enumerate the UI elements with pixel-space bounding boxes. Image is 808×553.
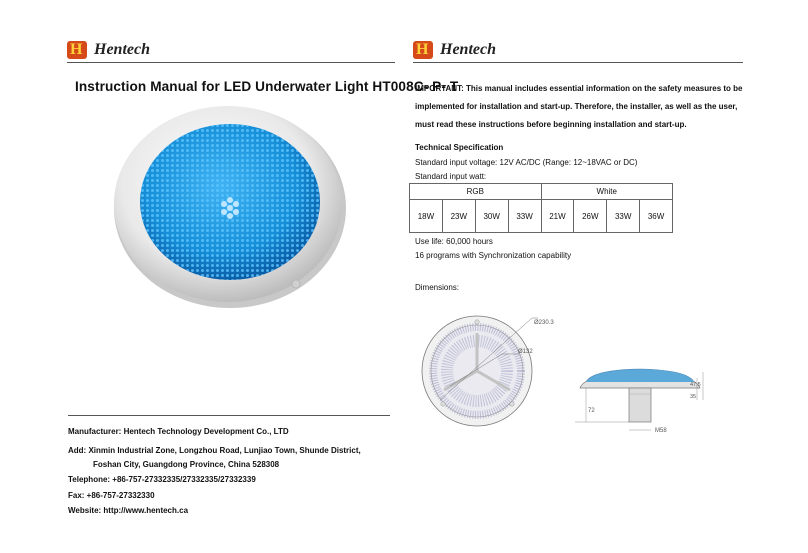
logo-text: Hentech: [440, 41, 496, 58]
input-watt-label: Standard input watt:: [415, 172, 487, 181]
address-line2: Foshan City, Guangdong Province, China 528308: [93, 460, 280, 469]
dimensions-label: Dimensions:: [415, 283, 460, 292]
header-divider-right: [413, 62, 743, 63]
manufacturer: Manufacturer: Hentech Technology Development Co., LTD: [68, 427, 289, 436]
table-cell: 33W: [607, 200, 640, 233]
table-cell: 23W: [442, 200, 475, 233]
table-cell: 33W: [508, 200, 541, 233]
inner-diameter-label: Ø132: [518, 349, 533, 355]
hentech-logo-icon: H: [67, 40, 91, 60]
height-label: 47.5: [690, 382, 701, 388]
table-cell: 36W: [640, 200, 673, 233]
table-header-rgb: RGB: [410, 184, 542, 200]
table-header-white: White: [541, 184, 673, 200]
thread-label: M58: [655, 428, 667, 434]
table-cell: 26W: [574, 200, 607, 233]
telephone: Telephone: +86-757-27332335/27332335/27332339: [68, 475, 256, 484]
programs: 16 programs with Synchronization capability: [415, 251, 572, 260]
website: Website: http://www.hentech.ca: [68, 506, 189, 515]
hentech-logo-icon: H: [413, 40, 437, 60]
watt-table: [409, 183, 673, 233]
logo-right: [413, 40, 496, 60]
contact-divider: [68, 415, 390, 416]
body-height-label: 35: [690, 394, 697, 400]
outer-diameter-label: Ø230.3: [534, 320, 554, 326]
logo-text: Hentech: [94, 41, 150, 58]
use-life: Use life: 60,000 hours: [415, 237, 493, 246]
address-line1: Add: Xinmin Industrial Zone, Longzhou Road, Lunjiao Town, Shunde District,: [68, 446, 361, 455]
important-notice: IMPORTANT: This manual includes essential information on the safety measures to be implemented for installation and start-up. Therefore, the installer, as well as the user, must read these instructions before beginning installation and start-up.: [415, 84, 743, 129]
table-cell: 18W: [410, 200, 443, 233]
logo-left: [67, 40, 150, 60]
header-divider-left: [67, 62, 395, 63]
stem-height-label: 72: [588, 408, 595, 414]
tech-spec-title: Technical Specification: [415, 143, 504, 152]
table-cell: 30W: [475, 200, 508, 233]
input-voltage: Standard input voltage: 12V AC/DC (Range: 12~18VAC or DC): [415, 158, 638, 167]
dimensions-drawing: [410, 308, 715, 448]
table-cell: 21W: [541, 200, 574, 233]
fax: Fax: +86-757-27332330: [68, 491, 155, 500]
underwater-light-image: [110, 98, 350, 310]
manual-title: Instruction Manual for LED Underwater Light HT008C- P- T: [75, 79, 459, 94]
